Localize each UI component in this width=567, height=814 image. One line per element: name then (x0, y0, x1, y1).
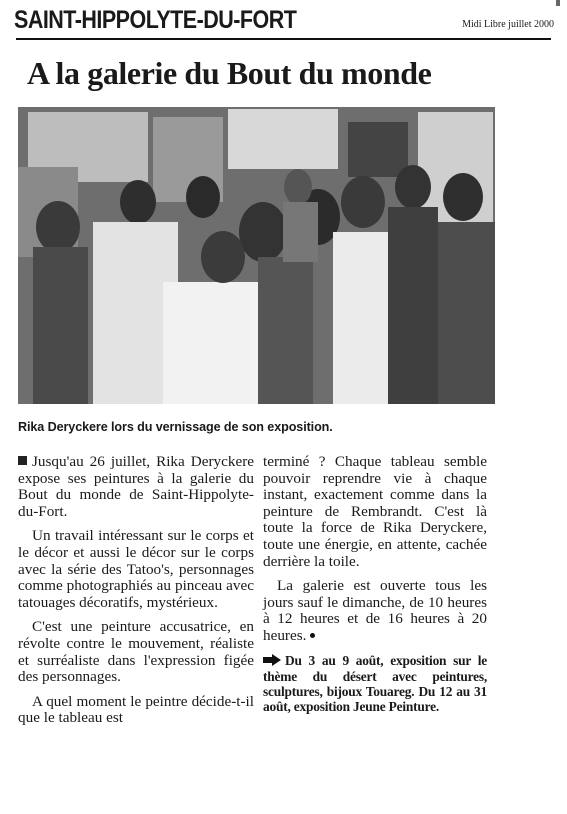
right-column (263, 454, 487, 714)
info-note: Du 3 au 9 août, exposition sur le thème du désert avec peintures, sculptures, bijoux Touareg. Du 12 au 31 août, exposition Jeune Peinture. (263, 652, 487, 715)
paragraph: terminé ? Chaque tableau semble pouvoir reprendre vie à chaque instant, exactement comme dans la peinture de Rembrandt. C'est là toute la force de Rika Deryckere, toute une énergie, en attente, cachée derrière la toile. (263, 453, 487, 570)
headline: A la galerie du Bout du monde (27, 55, 432, 91)
paragraph: A quel moment le peintre décide-t-il que le tableau est (18, 692, 254, 727)
header-rule (16, 38, 551, 40)
header (14, 6, 554, 36)
section-title: SAINT-HIPPOLYTE-DU-FORT (14, 6, 297, 34)
arrow-right-icon (263, 654, 281, 669)
source-line: Midi Libre juillet 2000 (462, 19, 554, 30)
paragraph: La galerie est ouverte tous les jours sauf le dimanche, de 10 heures à 12 heures et de 16 heures à 20 heures. (263, 577, 487, 644)
paragraph: Un travail intéressant sur le corps et le décor et aussi le décor sur le corps avec la série des Tatoo's, personnages comme photographiés au pinceau avec tatouages décoratifs, mystérieux. (18, 527, 254, 611)
photo-caption: Rika Deryckere lors du vernissage de son exposition. (18, 420, 333, 434)
paragraph: Jusqu'au 26 juillet, Rika Deryckere expose ses peintures à la galerie du Bout du monde de Saint-Hippolyte-du-Fort. (18, 453, 254, 520)
left-column (18, 454, 254, 727)
square-bullet-icon (18, 456, 27, 465)
end-dot-icon (310, 633, 315, 638)
event-photo (18, 107, 495, 404)
scan-mark (556, 0, 560, 6)
paragraph: C'est une peinture accusatrice, en révolte contre le mouvement, réaliste et surréaliste dans l'expression figée des personnages. (18, 618, 254, 686)
